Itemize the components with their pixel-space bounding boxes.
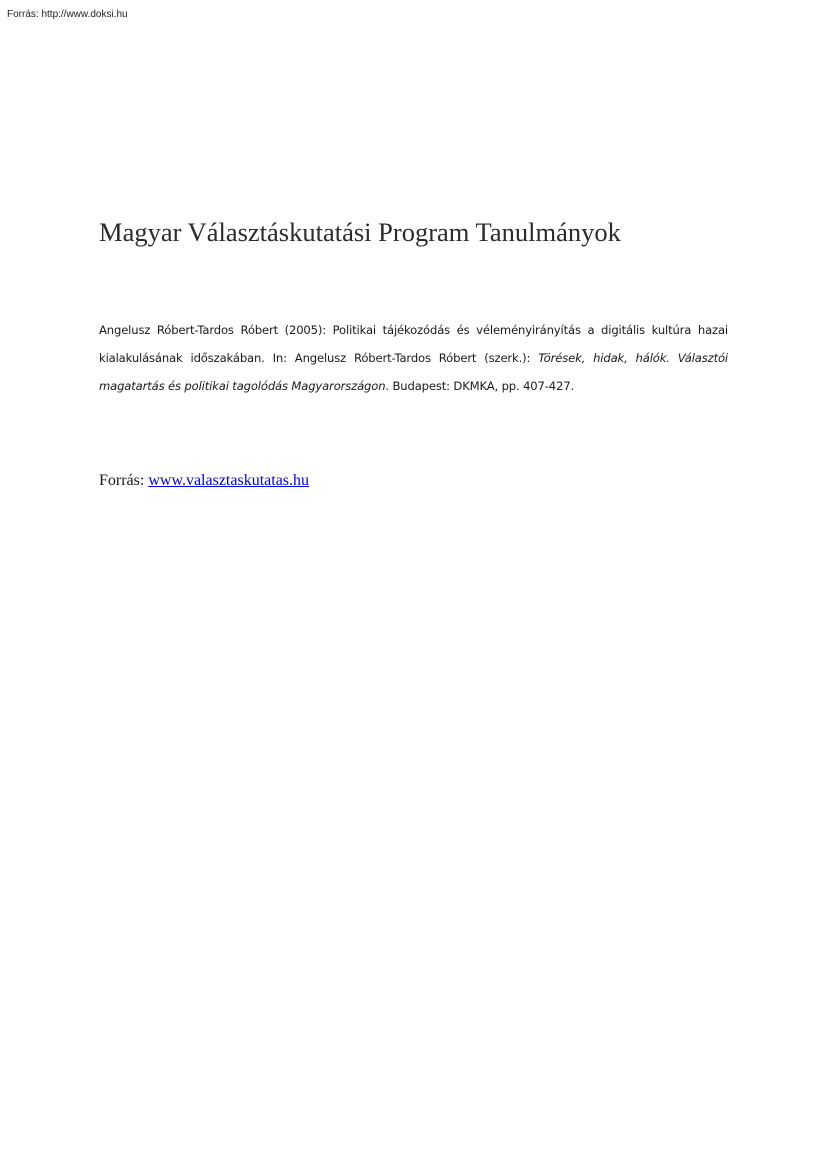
source-link[interactable]: www.valasztaskutatas.hu [148, 472, 310, 489]
source-footer [99, 472, 309, 490]
citation-book-title: Törések, hidak, hálók. Választói magatartás és politikai tagolódás Magyarországon [99, 351, 728, 393]
source-header: Forrás: http://www.doksi.hu [7, 9, 128, 20]
document-title: Magyar Választáskutatási Program Tanulmányok [99, 217, 621, 247]
source-label: Forrás: [99, 472, 149, 489]
citation-publisher: . Budapest: DKMKA, pp. 407-427. [385, 379, 575, 393]
citation-text: Angelusz Róbert-Tardos Róbert (2005): Politikai tájékozódás és véleményirányítás a digitális kultúra hazai kialakulásának időszakában. In: Angelusz Róbert-Tardos Róbert (szerk.): [99, 323, 728, 365]
citation-paragraph [99, 316, 728, 400]
